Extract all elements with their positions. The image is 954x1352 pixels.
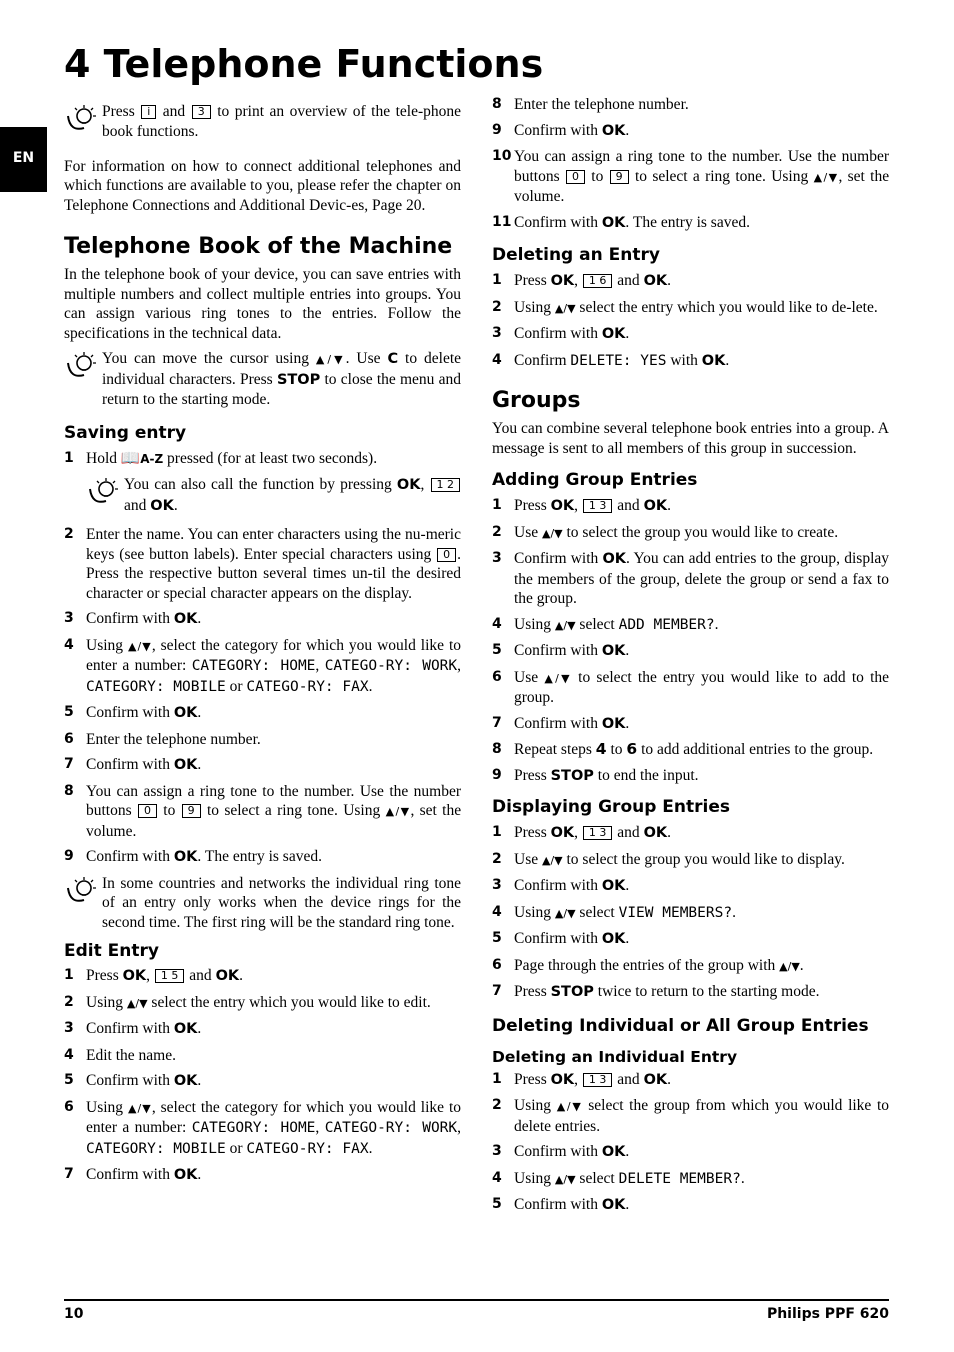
saving-step-7: 7 Confirm with OK. xyxy=(64,756,202,773)
add-step-9: 9 Press STOP to end the input. xyxy=(492,766,699,784)
section-heading-telephone-book: Telephone Book of the Machine xyxy=(64,234,453,259)
up-down-arrow-icon: ▲/▼ xyxy=(385,805,411,818)
edit-step-5: 5 Confirm with OK. xyxy=(64,1072,202,1089)
footer-product: Philips PPF 620 xyxy=(766,1306,889,1322)
groups-paragraph: You can combine several telephone book entries into a group. A message is sent to all members of this group in succession. xyxy=(492,420,889,457)
add-step-5: 5 Confirm with OK. xyxy=(492,642,630,659)
up-down-arrow-icon: ▲/▼ xyxy=(541,853,563,867)
delgroup-step-2: 2 Using ▲/▼ select the group from which you would like to delete entries. xyxy=(492,1097,890,1135)
subheading-adding-group-entries: Adding Group Entries xyxy=(492,470,698,490)
add-step-2: 2 Use ▲/▼ to select the group you would like to create. xyxy=(492,523,839,541)
delete-step-4: 4 Confirm DELETE: YES with OK. xyxy=(492,351,730,369)
saving-step-5: 5 Confirm with OK. xyxy=(64,704,202,721)
saving-step-4: 4 Using ▲/▼, select the category for which you would like to enter a number: CATEGORY: HOME, CATEGO-RY: WORK, CATEGORY: MOBILE or CATEGO-RY: FAX. xyxy=(64,636,462,695)
display-step-1: 1 Press OK, 1 3 and OK. xyxy=(492,824,671,841)
tip-lightbulb-icon xyxy=(86,475,120,509)
subheading-deleting-group-entries: Deleting Individual or All Group Entries xyxy=(492,1015,869,1036)
saving-step-2: 2 Enter the name. You can enter characters using the nu-meric keys (see button labels). Enter special characters using 0 . Press the respective button several times un-til the desired character or special character appears on the display. xyxy=(64,526,461,602)
tip-call-function: You can also call the function by pressing OK, 1 2 and OK. xyxy=(86,475,461,516)
tip-print-overview: Press i and 3 to print an overview of the tele-phone book functions. xyxy=(64,102,461,142)
edit-step-2: 2 Using ▲/▼ select the entry which you would like to edit. xyxy=(64,993,431,1011)
delete-step-1: 1 Press OK, 1 6 and OK. xyxy=(492,272,671,289)
subheading-saving-entry: Saving entry xyxy=(64,422,187,443)
delgroup-step-5: 5 Confirm with OK. xyxy=(492,1196,630,1213)
up-down-arrow-icon: ▲/▼ xyxy=(779,959,800,973)
right-column xyxy=(492,95,889,1216)
add-step-6: 6 Use ▲/▼ to select the entry you would like to add to the group. xyxy=(492,668,890,706)
edit-step-4: 4 Edit the name. xyxy=(64,1046,176,1064)
display-step-7: 7 Press STOP twice to return to the starting mode. xyxy=(492,983,820,1000)
add-step-4: 4 Using ▲/▼ select ADD MEMBER?. xyxy=(492,615,719,633)
footer-rule xyxy=(64,1299,889,1301)
display-step-5: 5 Confirm with OK. xyxy=(492,930,630,947)
section-heading-groups: Groups xyxy=(492,388,581,413)
up-down-arrow-icon: ▲/▼ xyxy=(554,1172,576,1186)
delgroup-step-3: 3 Confirm with OK. xyxy=(492,1143,630,1160)
intro-paragraph: For information on how to connect additional telephones and which functions are available to you, please refer the chapter on Telephone Connections and Additional Devic-es, Page 20. xyxy=(64,157,461,214)
display-step-3: 3 Confirm with OK. xyxy=(492,877,630,894)
phonebook-icon: 📖 xyxy=(120,449,141,467)
subheading-deleting-individual-entry: Deleting an Individual Entry xyxy=(492,1047,738,1066)
edit-step-11: 11 Confirm with OK. The entry is saved. xyxy=(492,213,750,231)
delete-step-2: 2 Using ▲/▼ select the entry which you would like to de-lete. xyxy=(492,298,878,316)
display-step-2: 2 Use ▲/▼ to select the group you would like to display. xyxy=(492,850,845,868)
telephone-book-paragraph: In the telephone book of your device, you can save entries with multiple numbers and collect multiple entries into groups. You can assign various ring tones to the entries. Follow the specifications in the technical data. xyxy=(64,266,461,342)
tip-lightbulb-icon xyxy=(64,349,98,383)
up-down-arrow-icon: ▲/▼ xyxy=(128,639,152,653)
add-step-3: 3 Confirm with OK. You can add entries to the group, display the members of the group, delete the group or send a fax to the group. xyxy=(492,550,890,607)
add-step-8: 8 Repeat steps 4 to 6 to add additional entries to the group. xyxy=(492,740,874,758)
up-down-arrow-icon: ▲/▼ xyxy=(126,996,148,1010)
tip-ring-tone: In some countries and networks the individual ring tone of an entry only works when the device rings for the second time. The first ring will be the standard ring tone. xyxy=(64,874,461,933)
edit-step-6: 6 Using ▲/▼, select the category for which you would like to enter a number: CATEGORY: HOME, CATEGO-RY: WORK, CATEGORY: MOBILE or CATEGO-RY: FAX. xyxy=(64,1098,462,1157)
saving-step-9: 9 Confirm with OK. The entry is saved. xyxy=(64,848,322,865)
add-step-7: 7 Confirm with OK. xyxy=(492,714,630,732)
up-down-arrow-icon: ▲/▼ xyxy=(554,301,576,315)
tip-lightbulb-icon xyxy=(64,102,98,136)
subheading-deleting-entry: Deleting an Entry xyxy=(492,245,660,265)
saving-step-8: 8 You can assign a ring tone to the number. Use the number buttons 0 to 9 to select a ring tone. Using ▲/▼, set the volume. xyxy=(64,782,462,840)
page-title: 4 Telephone Functions xyxy=(64,42,544,86)
subheading-displaying-group-entries: Displaying Group Entries xyxy=(492,797,731,817)
delete-step-3: 3 Confirm with OK. xyxy=(492,325,630,342)
saving-step-3: 3 Confirm with OK. xyxy=(64,610,202,627)
edit-step-1: 1 Press OK, 1 5 and OK. xyxy=(64,967,243,984)
edit-step-3: 3 Confirm with OK. xyxy=(64,1020,202,1037)
display-step-6: 6 Page through the entries of the group with ▲/▼. xyxy=(492,956,804,974)
language-tab: EN xyxy=(0,127,47,192)
left-column xyxy=(64,102,461,1186)
edit-step-10: 10 You can assign a ring tone to the number. Use the number buttons 0 to 9 to select a ring tone. Using ▲/▼, set the volume. xyxy=(492,148,890,205)
up-down-arrow-icon: ▲/▼ xyxy=(813,170,839,184)
display-step-4: 4 Using ▲/▼ select VIEW MEMBERS?. xyxy=(492,903,736,921)
tip-lightbulb-icon xyxy=(64,874,98,908)
subheading-edit-entry: Edit Entry xyxy=(64,941,159,961)
add-step-1: 1 Press OK, 1 3 and OK. xyxy=(492,497,671,514)
edit-step-9: 9 Confirm with OK. xyxy=(492,121,630,139)
delgroup-step-4: 4 Using ▲/▼ select DELETE MEMBER?. xyxy=(492,1169,745,1187)
up-down-arrow-icon: ▲/▼ xyxy=(554,618,576,632)
saving-step-6: 6 Enter the telephone number. xyxy=(64,730,261,748)
edit-step-7: 7 Confirm with OK. xyxy=(64,1166,202,1183)
edit-step-8: 8 Enter the telephone number. xyxy=(492,96,689,113)
up-down-arrow-icon: ▲/▼ xyxy=(541,526,563,540)
footer-page-number: 10 xyxy=(64,1306,84,1322)
tip-cursor: You can move the cursor using ▲/▼. Use C to delete individual characters. Press STOP to close the menu and return to the starting mode. xyxy=(64,349,461,410)
saving-step-1: 1 Hold 📖A-Z pressed (for at least two seconds). xyxy=(64,449,378,467)
up-down-arrow-icon: ▲/▼ xyxy=(544,671,572,685)
up-down-arrow-icon: ▲/▼ xyxy=(554,906,576,920)
up-down-arrow-icon: ▲/▼ xyxy=(315,353,346,366)
up-down-arrow-icon: ▲/▼ xyxy=(556,1100,583,1113)
up-down-arrow-icon: ▲/▼ xyxy=(128,1101,152,1115)
delgroup-step-1: 1 Press OK, 1 3 and OK. xyxy=(492,1070,671,1088)
